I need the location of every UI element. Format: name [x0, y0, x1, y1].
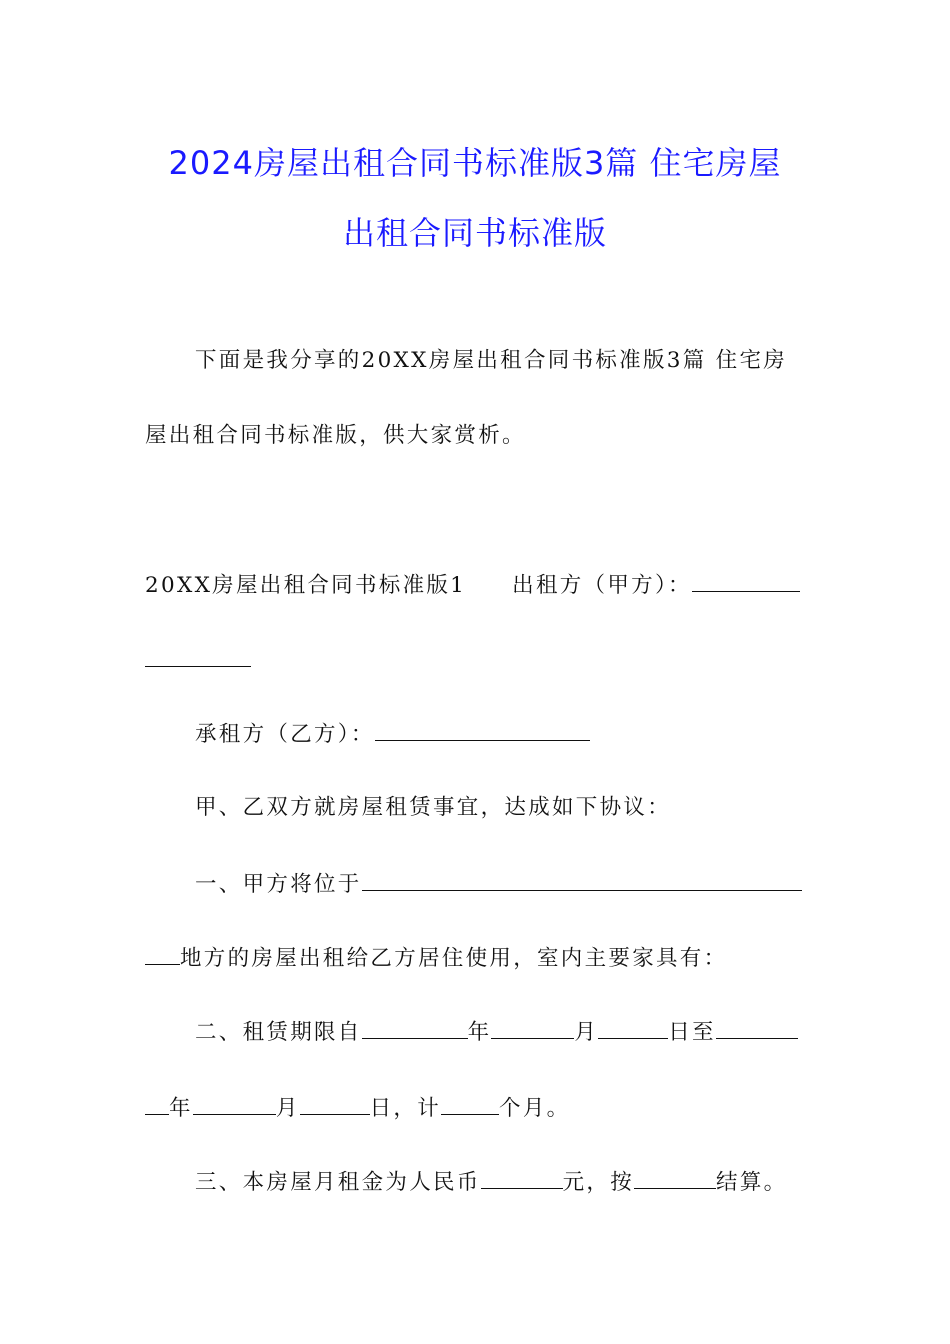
clause-1-prefix: 一、甲方将位于 — [195, 872, 362, 897]
property-location-blank-continued — [145, 946, 180, 965]
settlement-suffix: 结算。 — [716, 1170, 788, 1195]
clause-1-line-1 — [195, 872, 802, 896]
clause-3-prefix: 三、本房屋月租金为人民币 — [195, 1170, 481, 1195]
year-label: 年 — [467, 1020, 492, 1045]
document-title-line-2: 出租合同书标准版 — [342, 214, 607, 252]
intro-paragraph-line-1: 下面是我分享的20XX房屋出租合同书标准版3篇 住宅房 — [195, 348, 788, 373]
year-label-2: 年 — [169, 1096, 193, 1121]
lessor-label: 出租方（甲方）： — [512, 573, 692, 598]
monthly-rent-blank — [481, 1170, 563, 1189]
lessor-blank-continued-line — [145, 648, 251, 672]
clause-3-line — [195, 1170, 787, 1194]
start-day-blank — [598, 1020, 668, 1039]
end-year-blank-continued — [145, 1096, 169, 1115]
total-months-blank — [441, 1096, 499, 1115]
start-month-blank — [491, 1020, 574, 1039]
end-day-blank — [300, 1096, 370, 1115]
document-title-line-1: 2024房屋出租合同书标准版3篇 住宅房屋 — [168, 144, 782, 182]
end-year-blank — [716, 1020, 798, 1039]
months-suffix: 个月。 — [499, 1096, 571, 1121]
contract-heading: 20XX房屋出租合同书标准版1 — [145, 573, 467, 598]
property-location-blank — [362, 872, 802, 891]
clause-1-line-2 — [145, 946, 727, 970]
total-label: 日，计 — [369, 1096, 442, 1121]
lessor-blank — [692, 573, 800, 592]
yuan-label: 元，按 — [562, 1170, 635, 1195]
until-label: 日至 — [668, 1020, 716, 1045]
settlement-period-blank — [634, 1170, 716, 1189]
clause-1-text: 地方的房屋出租给乙方居住使用，室内主要家具有： — [180, 946, 728, 971]
agreement-line: 甲、乙双方就房屋租赁事宜，达成如下协议： — [195, 795, 672, 820]
start-year-blank — [362, 1020, 468, 1039]
lessor-line — [145, 573, 800, 597]
end-month-blank — [193, 1096, 276, 1115]
lessee-blank — [375, 722, 590, 741]
clause-2-line-1 — [195, 1020, 798, 1044]
lessee-label: 承租方（乙方）： — [195, 722, 375, 747]
intro-paragraph-line-2: 屋出租合同书标准版，供大家赏析。 — [145, 423, 526, 448]
lessor-blank-continued — [145, 648, 251, 667]
clause-2-prefix: 二、租赁期限自 — [195, 1020, 362, 1045]
month-label-2: 月 — [275, 1096, 300, 1121]
lessee-line — [195, 722, 590, 746]
month-label: 月 — [574, 1020, 599, 1045]
clause-2-line-2 — [145, 1096, 570, 1120]
